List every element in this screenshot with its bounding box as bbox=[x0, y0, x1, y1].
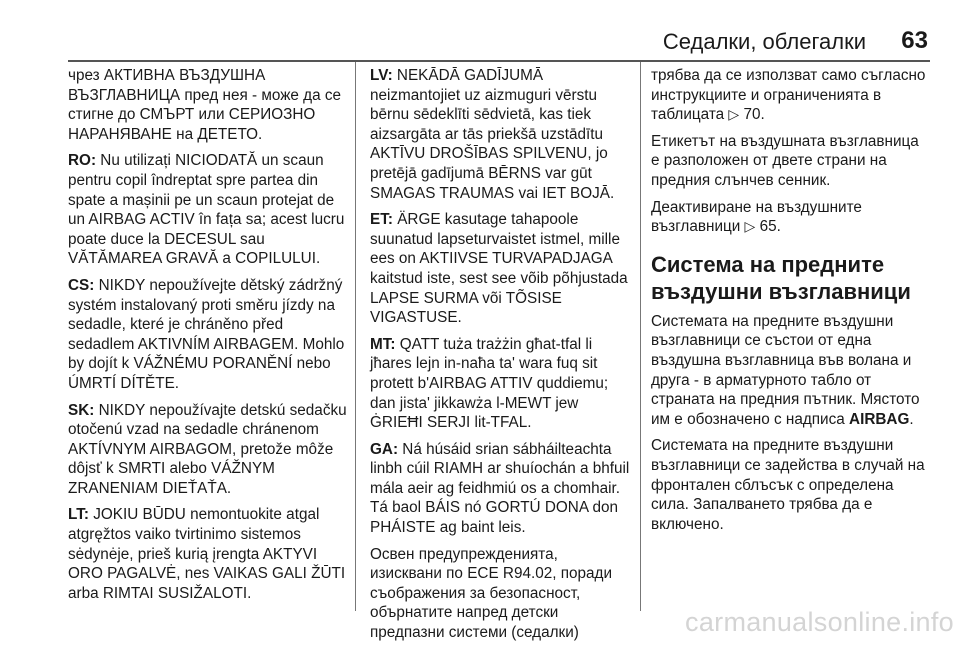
page-header bbox=[68, 24, 928, 56]
column-1 bbox=[68, 66, 350, 610]
warning-paragraph: чрез АКТИВНА ВЪЗДУШНА ВЪЗГЛАВНИЦА пред нея - може да се стигне до СМЪРТ или СЕРИОЗНО НАРАНЯВАНЕ на ДЕТЕТО. bbox=[68, 67, 342, 143]
warning-paragraph: CS: NIKDY nepoužívejte dětský zádržný systém instalovaný proti směru jízdy na sedadle, které je chráněno před sedadlem AKTIVNÍM AIRBAGEM. Mohlo by dojít k VÁŽNÉMU PORANĚNÍ nebo ÚMRTÍ DÍTĚTE. bbox=[68, 276, 345, 392]
watermark: carmanualsonline.info bbox=[685, 607, 954, 637]
body-paragraph: Освен предупрежденията, изисквани по ECE R94.02, поради съображения за безопасност, обърнатите напред детски предпазни системи (седалки) bbox=[370, 545, 612, 642]
warning-paragraph: RO: Nu utilizați NICIODATĂ un scaun pentru copil îndreptat spre partea din spate a mașinii pe un scaun protejat de un AIRBAG ACTIV în fața sa; acest lucru poate duce la DECESUL sau VĂTĂMAREA GRAVĂ a COPILULUI. bbox=[68, 152, 345, 268]
running-title: Седалки, облегалки bbox=[662, 29, 866, 54]
body-paragraph: Деактивиране на въздушните възглавници ▷ 65. bbox=[651, 198, 862, 236]
header-rule bbox=[68, 60, 930, 62]
section-heading: Система на предните въздушни възглавници bbox=[651, 251, 911, 304]
warning-paragraph: SK: NIKDY nepoužívajte detskú sedačku otočenú vzad na sedadle chránenom AKTÍVNYM AIRBAGOM, pretože môže dôjsť k SMRTI alebo VÁŽNYM ZRANENIAM DIEŤAŤA. bbox=[68, 401, 347, 497]
warning-paragraph: GA: Ná húsáid srian sábháilteachta linbh cúil RIAMH ar shuíochán a bhfuil mála aeir ag feidhmiú os a chomhair. Tá baol BÁIS nó GORTÚ DONA don PHÁISTE ag baint leis. bbox=[370, 440, 630, 537]
page-reference-icon[interactable]: ▷ bbox=[744, 218, 756, 235]
column-divider bbox=[355, 62, 356, 611]
language-code: MT: bbox=[370, 335, 396, 353]
warning-paragraph: ET: ÄRGE kasutage tahapoole suunatud lapseturvaistet istmel, mille ees on AKTIIVSE TURVAPADJAGA kaitstud iste, sest see võib põhjustada LAPSE SURMA või TÕSISE VIGASTUSE. bbox=[370, 211, 628, 327]
body-paragraph: Системата на предните въздушни възглавници се задейства в случай на фронтален сблъсък с определена сила. Запалването трябва да е включено. bbox=[651, 437, 925, 533]
column-3 bbox=[651, 66, 931, 541]
warning-paragraph: LT: JOKIU BŪDU nemontuokite atgal atgręžtos vaiko tvirtinimo sistemos sėdynėje, prieš kurią įrengta AKTYVI ORO PAGALVĖ, nes VAIKAS GALI ŽŪTI arba RIMTAI SUSIŽALOTI. bbox=[68, 506, 346, 602]
page-reference[interactable]: 70. bbox=[743, 106, 765, 124]
language-code: ET: bbox=[370, 211, 393, 229]
language-code: LV: bbox=[370, 67, 393, 84]
body-paragraph: трябва да се използват само съгласно инструкциите и ограниченията в таблицата ▷ 70. bbox=[651, 67, 926, 124]
warning-paragraph: MT: QATT tuża trażżin għat-tfal li jħares lejn in-naħa ta' wara fuq sit protett b'AIRBAG ATTIV quddiemu; dan jista' jikkawża l-MEWT jew ĠRIEĦI SERJI lit-TFAL. bbox=[370, 335, 609, 432]
language-code: CS: bbox=[68, 276, 95, 294]
body-paragraph: Системата на предните въздушни възглавници се състои от една въздушна възглавница във волана и друга - в арматурното табло от страната на предния пътник. Мястото им е обозначено с надписа AIRBAG. bbox=[651, 312, 920, 428]
page-number: 63 bbox=[901, 27, 928, 54]
language-code: GA: bbox=[370, 440, 399, 458]
column-2 bbox=[370, 66, 634, 650]
page-reference[interactable]: 65. bbox=[759, 218, 781, 236]
airbag-label: AIRBAG bbox=[849, 410, 910, 428]
language-code: LT: bbox=[68, 506, 89, 524]
language-code: SK: bbox=[68, 401, 95, 419]
body-paragraph: Етикетът на въздушната възглавница е разположен от двете страни на предния слънчев сенник. bbox=[651, 132, 919, 189]
language-code: RO: bbox=[68, 152, 97, 170]
column-divider bbox=[640, 62, 641, 611]
warning-paragraph: LV: NEKĀDĀ GADĪJUMĀ neizmantojiet uz aizmuguri vērstu bērnu sēdeklīti sēdvietā, kas tiek aizsargāta ar tās priekšā uzstādītu AKTĪVU DROŠĪBAS SPILVENU, jo pretējā gadījumā BĒRNS var gūt SMAGAS TRAUMAS vai IET BOJĀ. bbox=[370, 67, 615, 202]
page-reference-icon[interactable]: ▷ bbox=[728, 106, 740, 123]
